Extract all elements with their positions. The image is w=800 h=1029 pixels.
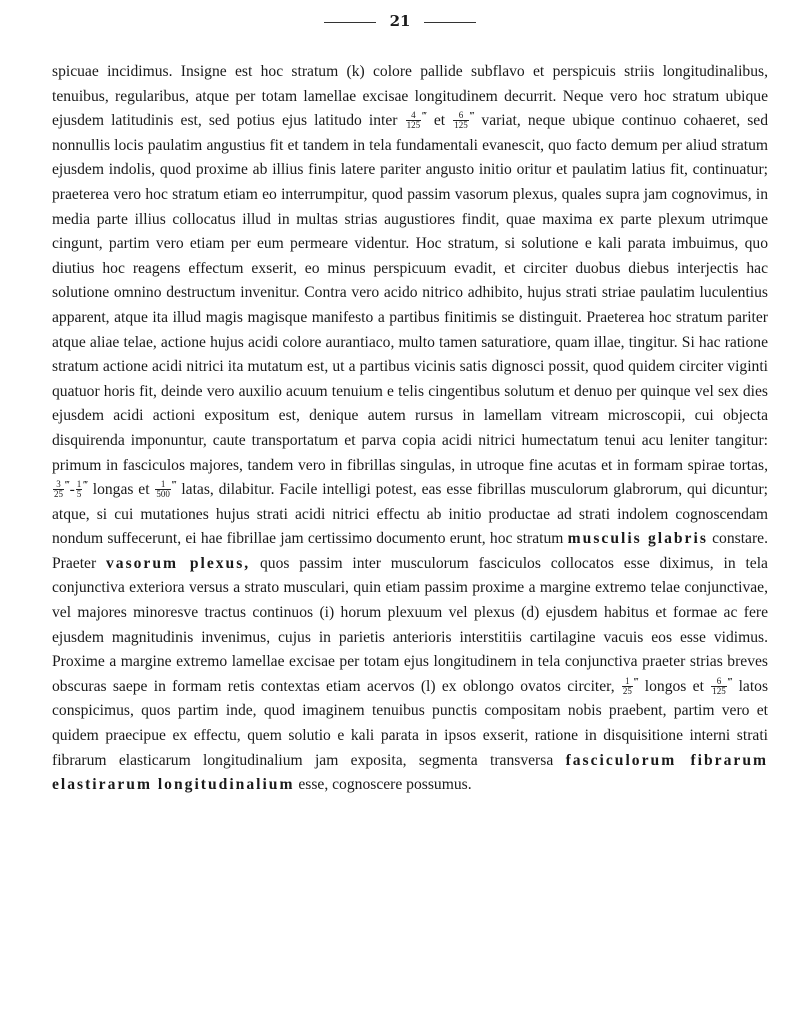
text-segment: et <box>433 112 446 130</box>
text-segment: latos conspicimus, quos partim inde, quod imaginem tenuibus punctis compositam nobis praebent, partim vero et quidem praecipue ex effectu, quem solutio e kali parata in ipsos exserit, ratione in disquisitione interni strati fibrarum elasticarum longitudinalium jam exposita, segmenta transversa <box>52 677 769 769</box>
text-segment: quos passim inter musculorum fasciculos collocatos esse diximus, in tela conjunctiva exteriora versus a strato musculari, quin etiam passim proxime a margine extremo telae conjunctivae, vel majores minoresve tractus continuos (i) horum plexuum vel plexus (d) ejusdem habitus et formae ac fere ejusdem magnitudinis invenimus, cujus in parietis anterioris interstitiis cartilagine vacuis eos esse vidimus. Proxime a margine extremo lamellae excisae per totam ejus longitudinem in tela conjunctiva praeter strias breves obscuras saepe in formam retis contextas etiam acervos (l) ex oblongo ovatos circiter, <box>52 554 768 695</box>
fraction: $\frac{6}{125}$ <box>712 675 726 696</box>
text-segment: longos et <box>644 677 704 695</box>
lines-unit: ‴ <box>727 675 733 688</box>
fraction: $\frac{4}{125}$ <box>406 110 421 131</box>
header-rule-left <box>324 22 376 23</box>
text-segment: constare. Praeter <box>52 530 768 572</box>
fraction: $\frac{3}{25}$ <box>54 479 63 500</box>
body-text <box>52 60 768 798</box>
fraction: $\frac{1}{5}$ <box>76 479 82 500</box>
paragraph <box>52 60 768 798</box>
text-segment: longas et <box>92 481 150 499</box>
header-rule-right <box>424 22 476 23</box>
text-segment: - <box>69 481 75 499</box>
fraction: $\frac{6}{125}$ <box>454 110 468 131</box>
emphasized-term: fasciculorum fibrarum elastirarum longitudinalium <box>52 751 768 794</box>
fraction: $\frac{1}{25}$ <box>622 675 632 696</box>
page-header <box>0 12 800 36</box>
lines-unit: ‴ <box>65 478 70 491</box>
text-segment: latas, dilabitur. Facile intelligi potest, eas esse fibrillas musculorum glabrorum, qui dicuntur; atque, si cui mutationes hujus strati acidi nitrici effectu ab initio productae ad strati indolem cognoscendam nondum suffecerunt, ei hae fibrillae jam certissimo documento erunt, hoc stratum <box>52 481 769 548</box>
lines-unit: ‴ <box>171 478 177 491</box>
lines-unit: ‴ <box>422 110 427 122</box>
lines-unit: ‴ <box>469 110 475 122</box>
text-segment: spicuae incidimus. Insigne est hoc stratum (k) colore pallide subflavo et perspicuis striis longitudinalibus, tenuibus, regularibus, atque per totam lamellae excisae longitudinem decurrit. Neque vero hoc stratum ubique ejusdem latitudinis est, sed potius ejus latitudo inter <box>52 63 768 130</box>
text-segment: variat, neque ubique continuo cohaeret, sed nonnullis locis paulatim angustius fit et tandem in tela fundamentali evanescit, quo facto demum per aliud stratum ejusdem indolis, quod proxime ab illius finis latere pariter angusto initio oritur et paulatim latius fit, continuatur; praeterea vero hoc stratum etiam eo interrumpitur, quod passim vasorum plexus, quales supra jam cognovimus, in media parte illius collocatus illud in multas strias augustiores findit, quae maxima ex parte plexum utrimque cingunt, partim vero etiam per eum permeare videntur. Hoc stratum, si solutione e kali parata imbuimus, quo diutius hoc reagens effectum exserit, eo minus perspicuum evadit, et circiter duobus diebus interjectis hac solutione omnino destructum invenitur. Contra vero acido nitrico adhibito, hujus strati striae paulatim luculentius apparent, atque ita illud magis magisque manifesto a partibus finitimis se distinguit. Praeterea hoc stratum pariter atque aliae telae, actione hujus acidi colore aurantiaco, multo tamen saturatiore, quam illae, tingitur. Si hac ratione stratum actione acidi nitrici ita mutatum est, ut a partibus vicinis satis dignosci possit, quod quidem circiter viginti quatuor horis fit, deinde vero auxilio acuum tenuium e telis cingentibus solutum et denuo per quinque vel sex dies ejusdem acidi actioni expositum est, denique autem rursus in lamellam vitream microscopii, cui objecta disquirenda imponuntur, caute transportatum et parva copia acidi nitrici humectatum tenui acu leniter tangitur: primum in fasciculos majores, tandem vero in fibrillas singulas, in utroque fine acutas et in formam spirae tortas, <box>52 112 769 474</box>
fraction: $\frac{1}{500}$ <box>156 479 170 500</box>
lines-unit: ‴ <box>633 675 639 688</box>
page-number: 21 <box>389 12 411 30</box>
text-segment: esse, cognoscere possumus. <box>298 776 472 794</box>
lines-unit: ‴ <box>83 478 88 491</box>
emphasized-term: musculis glabris <box>567 530 708 548</box>
emphasized-term: vasorum plexus, <box>105 554 251 572</box>
